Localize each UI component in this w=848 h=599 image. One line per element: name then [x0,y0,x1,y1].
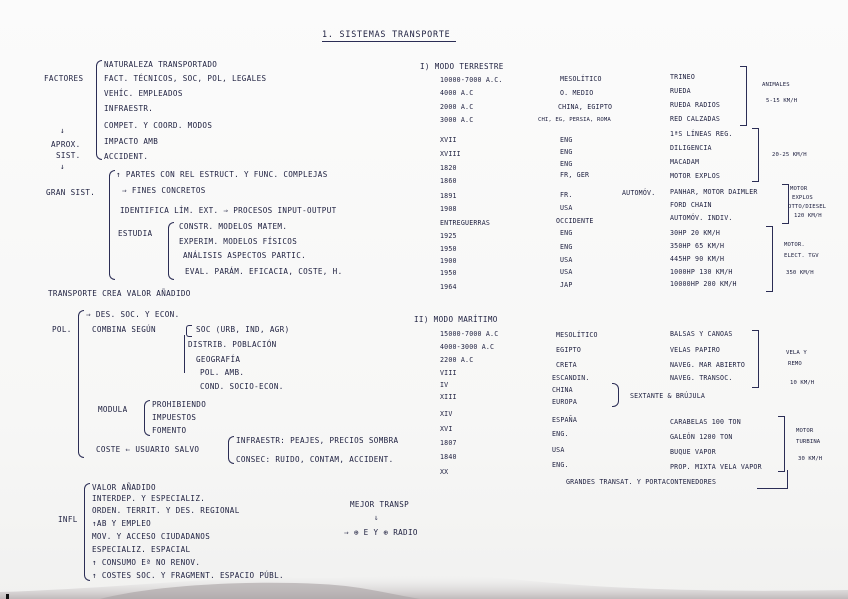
gran-sist-item: ↑ PARTES CON REL ESTRUCT. Y FUNC. COMPLEJAS [116,170,328,179]
m2-place: USA [552,446,565,454]
t3-date: 1891 [440,192,457,200]
t3-item: FORD CHAIN [670,201,712,209]
m1-note: VELA Y [786,350,807,356]
estudia-label: ESTUDIA [118,229,153,238]
m1-date: IV [440,381,449,389]
factores-brace [96,60,102,160]
coste-item: INFRAESTR: PEAJES, PRECIOS SOMBRA [236,436,399,445]
combina-brace [186,325,192,337]
aprox-down-arrow-icon: ↓ [60,162,65,171]
combina-item: COND. SOCIO-ECON. [200,382,284,391]
m1-item: BALSAS Y CANOAS [670,330,733,338]
m2-place: ESPAÑA [552,416,578,424]
t1-date: 2000 A.C [440,103,474,111]
factor-item: NATURALEZA TRANSPORTADO [104,60,218,69]
t2-date: XVII [440,136,457,144]
t4-place: JAP [560,281,573,289]
t1-place: CHI, EG, PERSIA, ROMA [538,117,611,123]
t3-date: ENTREGUERRAS [440,219,491,227]
m1-place: CRETA [556,361,577,369]
pol-brace [78,310,84,458]
modula-item: FOMENTO [152,426,187,435]
m1-item: NAVEG. MAR ABIERTO [670,361,746,369]
m2-place: ENG. [552,461,569,469]
t2-place: ENG [560,160,573,168]
gran-sist-item: IDENTIFICA LÍM. EXT. ⇒ PROCESOS INPUT-OUTPUT [120,206,337,215]
sist-label: SIST. [56,151,81,160]
title-underline [322,41,456,42]
m2-item: CARABELAS 100 TON [670,418,741,426]
grandes-transat: GRANDES TRANSAT. Y PORTACONTENEDORES [566,478,717,486]
t1-brace [740,66,747,126]
t3-place: FR. [560,191,573,199]
t4-item: 30HP 20 KM/H [670,229,721,237]
m2-date: 1807 [440,439,457,447]
m1-date: XIII [440,393,457,401]
m2-note: 30 KM/H [798,456,823,462]
t1-place: CHINA, EGIPTO [558,103,613,111]
m2-date: 1840 [440,453,457,461]
t4-date: 1900 [440,257,457,265]
infl-item: VALOR AÑADIDO [92,483,156,492]
combina-line [184,335,185,373]
gran-sist-brace [109,170,115,280]
t3-note: MOTOR [790,186,808,192]
automov-label: AUTOMÓV. [622,189,656,197]
aprox-arrow-icon: ↓ [60,126,65,135]
t2-item: DILIGENCIA [670,144,712,152]
t4-place: USA [560,256,573,264]
t1-date: 10000-7000 A.C. [440,76,503,84]
t1-note: 5-15 KM/H [766,98,798,104]
maritimo-heading: II) MODO MARÍTIMO [414,315,498,324]
t4-item: 10000HP 200 KM/H [670,280,737,288]
factor-item: VEHÍC. EMPLEADOS [104,89,183,98]
t4-item: 350HP 65 KM/H [670,242,725,250]
infl-item: ESPECIALIZ. ESPACIAL [92,545,191,554]
estudia-item: EVAL. PARÁM. EFICACIA, COSTE, Η. [185,267,343,276]
m2-note: MOTOR [796,428,814,434]
t4-date: 1950 [440,245,457,253]
m1-place: ESCANDIN. [552,374,590,382]
factor-item: COMPET. Y COORD. MODOS [104,121,213,130]
infl-item: ↑ CONSUMO Eª NO RENOV. [92,558,201,567]
t4-place: ENG [560,229,573,237]
combina-item: SOC (URB, IND, AGR) [196,325,290,334]
coste-label: COSTE ⇐ USUARIO SALVO [96,445,200,454]
t3-place: USA [560,204,573,212]
t1-item: TRINEO [670,73,696,81]
t2-place: ENG [560,136,573,144]
factor-item: ACCIDENT. [104,152,149,161]
t3-note: 120 KM/H [794,213,822,219]
mejor-result: ⇒ ⊕ E Y ⊕ RADIO [344,528,418,537]
t4-note: 350 KM/H [786,270,814,276]
t3-item: AUTOMÓV. INDIV. [670,214,733,222]
combina-label: COMBINA SEGÚN [92,325,156,334]
coste-item: CONSEC: RUIDO, CONTAM, ACCIDENT. [236,455,394,464]
m1-item: NAVEG. TRANSOC. [670,374,733,382]
page-fold-shadow [0,540,848,599]
t2-date: 1820 [440,164,457,172]
combina-item: GEOGRAFÍA [196,355,241,364]
t1-item: RED CALZADAS [670,115,721,123]
estudia-item: ANÁLISIS ASPECTOS PARTIC. [183,251,307,260]
t2-item: 1ªS LÍNEAS REG. [670,130,733,138]
t2-date: 1860 [440,177,457,185]
infl-item: ↑ COSTES SOC. Y FRAGMENT. ESPACIO PÚBL. [92,571,284,580]
factores-label: FACTORES [44,74,84,83]
m1-date: 4000-3000 A.C [440,343,495,351]
m1-item: VELAS PAPIRO [670,346,721,354]
factor-item: FACT. TÉCNICOS, SOC, POL, LEGALES [104,74,267,83]
estudia-item: CONSTR. MODELOS MATEM. [179,222,288,231]
t1-note: ANIMALES [762,82,790,88]
m1-place: CHINA [552,386,573,394]
transporte-crea-valor: TRANSPORTE CREA VALOR AÑADIDO [48,289,191,298]
sextante-brace [612,383,619,407]
m2-date: XX [440,468,449,476]
estudia-item: EXPERIM. MODELOS FÍSICOS [179,237,298,246]
coste-brace [228,436,234,464]
infl-item: ↑AB Y EMPLEO [92,519,152,528]
t4-place: ENG [560,243,573,251]
t1-place: O. MEDIO [560,89,594,97]
grandes-connector [787,470,788,488]
t2-brace [752,128,759,182]
t3-date: 1908 [440,205,457,213]
m2-place: ENG. [552,430,569,438]
m2-item: GALEÓN 1200 TON [670,433,733,441]
m1-note: 10 KM/H [790,380,815,386]
pol-label: POL. [52,325,72,334]
m1-place: MESOLÍTICO [556,331,598,339]
grandes-underline [757,488,788,489]
t4-date: 1950 [440,269,457,277]
modula-label: MODULA [98,405,128,414]
sextante-label: SEXTANTE & BRÚJULA [630,392,706,400]
t4-note: MOTOR. [784,242,805,248]
page-edge-mark [6,594,9,599]
m1-note: REMO [788,361,802,367]
mejor-arrow-icon: ⇓ [374,513,379,522]
t4-brace [766,226,773,292]
infl-label: INFL [58,515,78,524]
m2-date: XIV [440,410,453,418]
t3-note: OTTO/DIESEL [788,204,827,210]
t2-place: FR, GER [560,171,590,179]
t1-date: 4000 A.C [440,89,474,97]
m1-brace [752,330,759,388]
m2-item: PROP. MIXTA VELA VAPOR [670,463,762,471]
t4-item: 1000HP 130 KM/H [670,268,733,276]
factor-item: INFRAESTR. [104,104,154,113]
t1-item: RUEDA [670,87,691,95]
t2-note: 20-25 KM/H [772,152,807,158]
m2-note: TURBINA [796,439,821,445]
modula-item: PROHIBIENDO [152,400,207,409]
t1-item: RUEDA RADIOS [670,101,721,109]
t4-date: 1925 [440,232,457,240]
t2-place: ENG [560,148,573,156]
t1-place: MESOLÍTICO [560,75,602,83]
aprox-label: APROX. [51,140,81,149]
m2-brace [778,416,785,472]
m1-place: EUROPA [552,398,578,406]
t2-item: MOTOR EXPLOS [670,172,721,180]
t3-item: PANHAR, MOTOR DAIMLER [670,188,758,196]
t4-date: 1964 [440,283,457,291]
infl-item: ORDEN. TERRIT. Y DES. REGIONAL [92,506,240,515]
m1-date: VIII [440,369,457,377]
gran-sist-item: ⇒ FINES CONCRETOS [122,186,206,195]
m1-date: 2200 A.C [440,356,474,364]
gran-sist-label: GRAN SIST. [46,188,96,197]
m1-place: EGIPTO [556,346,582,354]
t1-date: 3000 A.C [440,116,474,124]
t4-item: 445HP 90 KM/H [670,255,725,263]
terrestre-heading: I) MODO TERRESTRE [420,62,504,71]
estudia-brace [168,222,174,280]
t3-place: OCCIDENTE [556,217,594,225]
m1-date: 15000-7000 A.C [440,330,499,338]
modula-item: IMPUESTOS [152,413,197,422]
t2-date: XVIII [440,150,461,158]
page-title: 1. SISTEMAS TRANSPORTE [322,29,451,39]
modula-brace [144,400,150,436]
m2-date: XVI [440,425,453,433]
combina-item: DISTRIB. POBLACIÓN [188,340,277,349]
infl-item: INTERDEP. Y ESPECIALIZ. [92,494,206,503]
t2-item: MACADAM [670,158,700,166]
factor-item: IMPACTO AMB [104,137,159,146]
t4-note: ELECT. TGV [784,253,819,259]
mejor-transp: MEJOR TRANSP [350,500,410,509]
pol-item: ⇒ DES. SOC. Y ECON. [86,310,180,319]
combina-item: POL. AMB. [200,368,245,377]
infl-item: MOV. Y ACCESO CIUDADANOS [92,532,211,541]
t4-place: USA [560,268,573,276]
t3-note: EXPLOS [792,195,813,201]
m2-item: BUQUE VAPOR [670,448,716,456]
